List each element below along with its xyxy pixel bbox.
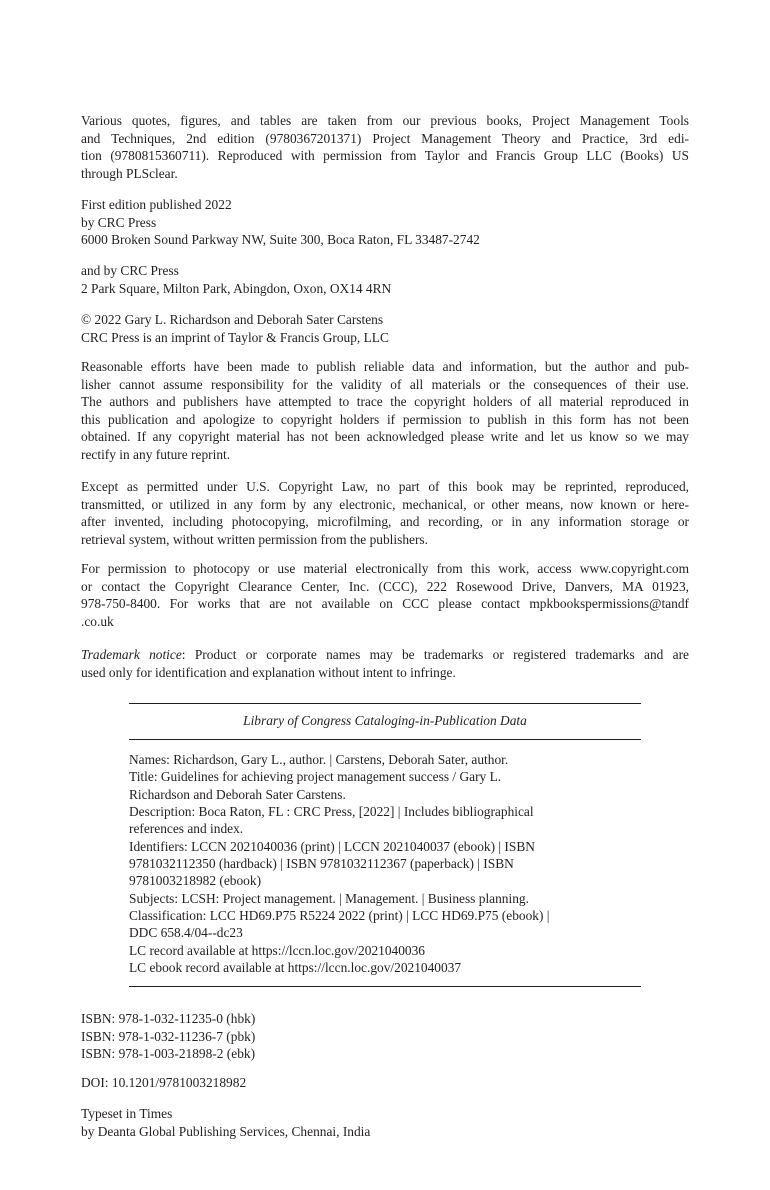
text-line: LC record available at https://lccn.loc.gov/2021040036 — [129, 942, 426, 958]
text-line: .co.uk — [81, 613, 114, 629]
first-edition-info — [81, 196, 480, 249]
text-line: lisher cannot assume responsibility for the validity of all materials or the consequences of their use. — [81, 376, 689, 392]
text-line: Reasonable efforts have been made to publish reliable data and information, but the author and pub- — [81, 359, 689, 374]
text-line: Classification: LCC HD69.P75 R5224 2022 (print) | LCC HD69.P75 (ebook) | — [129, 908, 550, 924]
text-line: Names: Richardson, Gary L., author. | Carstens, Deborah Sater, author. — [129, 752, 509, 767]
cip-heading-rule — [129, 739, 641, 740]
text-line: Identifiers: LCCN 2021040036 (print) | LCCN 2021040037 (ebook) | ISBN — [129, 838, 535, 854]
text-line: after invented, including photocopying, microfilming, and recording, or in any information storage or — [81, 514, 689, 530]
cip-bottom-rule — [129, 986, 641, 987]
text-line: 6000 Broken Sound Parkway NW, Suite 300, Boca Raton, FL 33487-2742 — [81, 232, 480, 248]
text-line: Richardson and Deborah Sater Carstens. — [129, 786, 346, 802]
cip-top-rule — [129, 703, 641, 704]
text-line: The authors and publishers have attempted to trace the copyright holders of all material reproduced in — [81, 394, 689, 410]
doi — [81, 1074, 246, 1092]
text-line: obtained. If any copyright material has not been acknowledged please write and let us know so we may — [81, 429, 689, 445]
trademark-notice — [81, 646, 689, 681]
typeset-info — [81, 1105, 370, 1140]
text-line: 9781032112350 (hardback) | ISBN 9781032112367 (paperback) | ISBN — [129, 856, 514, 872]
text-line: First edition published 2022 — [81, 197, 232, 212]
text-line: For permission to photocopy or use material electronically from this work, access www.copyright.com — [81, 561, 689, 576]
text-line: or contact the Copyright Clearance Center, Inc. (CCC), 222 Rosewood Drive, Danvers, MA 01923, — [81, 578, 689, 594]
text-line: tion (9780815360711). Reproduced with permission from Taylor and Francis Group LLC (Books) US — [81, 148, 689, 164]
permissions-note — [81, 112, 689, 182]
cip-data — [129, 751, 549, 976]
reproduction-notice — [81, 478, 689, 548]
text-line: Title: Guidelines for achieving project management success / Gary L. — [129, 769, 502, 785]
uk-address — [81, 262, 391, 297]
trademark-text: : Product or corporate names may be trademarks or registered trademarks and are — [181, 647, 689, 662]
photocopy-permission — [81, 560, 689, 630]
text-line: © 2022 Gary L. Richardson and Deborah Sater Carstens — [81, 312, 384, 327]
text-line: Typeset in Times — [81, 1106, 173, 1121]
cip-heading: Library of Congress Cataloging-in-Publication Data — [243, 713, 527, 728]
text-line: Subjects: LCSH: Project management. | Management. | Business planning. — [129, 890, 529, 906]
text-line: 9781003218982 (ebook) — [129, 873, 262, 889]
copyright-notice — [81, 311, 389, 346]
text-line: references and index. — [129, 821, 244, 837]
text-line: 978-750-8400. For works that are not available on CCC please contact mpkbookspermissions@tandf — [81, 596, 689, 612]
text-line: by Deanta Global Publishing Services, Chennai, India — [81, 1123, 371, 1139]
text-line: this publication and apologize to copyright holders if permission to publish in this form has not been — [81, 411, 689, 427]
text-line: ISBN: 978-1-003-21898-2 (ebk) — [81, 1046, 256, 1062]
text-line: 2 Park Square, Milton Park, Abingdon, Oxon, OX14 4RN — [81, 280, 392, 296]
text-line: Except as permitted under U.S. Copyright Law, no part of this book may be reprinted, reproduced, — [81, 479, 689, 494]
text-line: Various quotes, figures, and tables are taken from our previous books, Project Management Tools — [81, 113, 689, 128]
text-line: through PLSclear. — [81, 165, 178, 181]
text-line — [81, 646, 689, 664]
disclaimer — [81, 358, 689, 464]
text-line: and Techniques, 2nd edition (9780367201371) Project Management Theory and Practice, 3rd edi- — [81, 130, 689, 146]
text-line: retrieval system, without written permission from the publishers. — [81, 531, 428, 547]
text-line: used only for identification and explanation without intent to infringe. — [81, 664, 456, 680]
text-line: by CRC Press — [81, 214, 157, 230]
text-line: CRC Press is an imprint of Taylor & Francis Group, LLC — [81, 329, 389, 345]
doi-text: DOI: 10.1201/9781003218982 — [81, 1075, 247, 1090]
text-line: LC ebook record available at https://lccn.loc.gov/2021040037 — [129, 960, 462, 976]
text-line: rectify in any future reprint. — [81, 446, 231, 462]
text-line: Description: Boca Raton, FL : CRC Press, [2022] | Includes bibliographical — [129, 804, 534, 820]
text-line: and by CRC Press — [81, 263, 179, 278]
text-line: transmitted, or utilized in any form by any electronic, mechanical, or other means, now known or here- — [81, 496, 689, 512]
text-line: DDC 658.4/04--dc23 — [129, 925, 243, 941]
text-line: ISBN: 978-1-032-11235-0 (hbk) — [81, 1011, 256, 1026]
trademark-label: Trademark notice — [81, 647, 182, 662]
text-line: ISBN: 978-1-032-11236-7 (pbk) — [81, 1028, 256, 1044]
isbn-list — [81, 1010, 255, 1063]
